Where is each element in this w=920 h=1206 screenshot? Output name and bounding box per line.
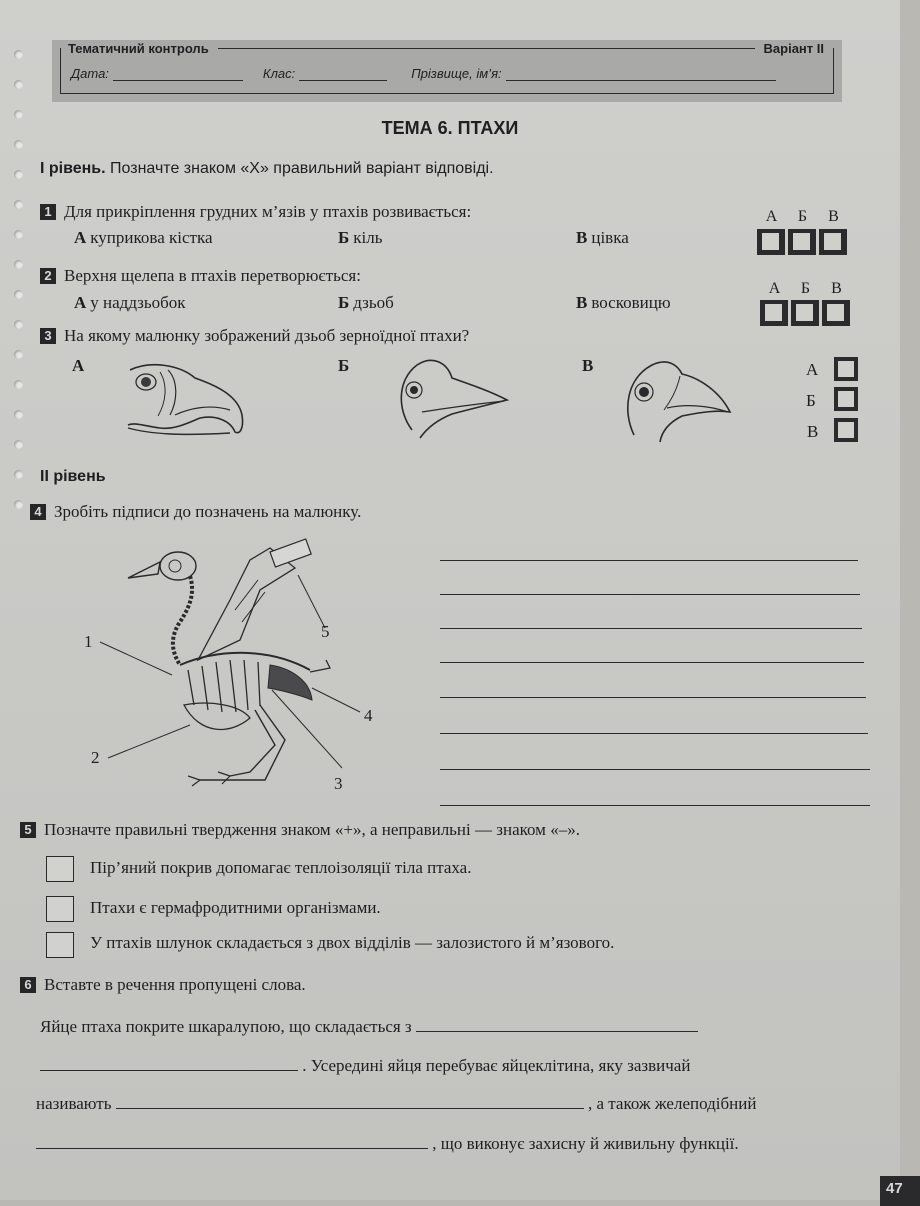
statement-2-box[interactable] <box>46 896 74 922</box>
q6-blank-1[interactable] <box>416 1015 698 1032</box>
question-2 <box>40 266 361 286</box>
callout-1: 1 <box>84 632 93 651</box>
statement-3-text: У птахів шлунок складається з двох відділів — залозистого й м’язового. <box>90 933 615 952</box>
binder-holes <box>6 0 30 1200</box>
q6-line3 <box>36 1092 756 1114</box>
q1-answer-box-b[interactable] <box>788 229 816 255</box>
question-5-number: 5 <box>20 822 36 838</box>
question-3-text: На якому малюнку зображений дзьоб зерноїдної птахи? <box>64 326 470 345</box>
question-1 <box>40 202 471 222</box>
q6-line4 <box>36 1132 739 1154</box>
q4-answer-line-2[interactable] <box>440 594 860 595</box>
q4-answer-line-8[interactable] <box>440 805 870 806</box>
level1-instruction <box>40 160 494 178</box>
question-4-text: Зробіть підписи до позначень на малюнку. <box>54 502 362 521</box>
q6-blank-4[interactable] <box>36 1132 428 1149</box>
statement-2-text: Птахи є гермафродитними організмами. <box>90 898 381 917</box>
q2-answer-grid <box>760 300 853 326</box>
q2-option-c: В восковицю <box>576 293 671 312</box>
q6-line1 <box>40 1015 698 1037</box>
question-1-number: 1 <box>40 204 56 220</box>
q4-answer-line-3[interactable] <box>440 628 862 629</box>
q1-option-a: А куприкова кістка <box>74 228 213 247</box>
variant-label: Варіант II <box>761 41 827 56</box>
q1-option-b: Б кіль <box>338 228 383 247</box>
statement-3-box[interactable] <box>46 932 74 958</box>
q3-answer-box-c[interactable] <box>834 418 858 442</box>
level1-prefix: I рівень. <box>40 160 106 177</box>
beak-drawing-a <box>120 360 250 445</box>
q1-option-c: В цівка <box>576 228 629 247</box>
q2-answer-box-c[interactable] <box>822 300 850 326</box>
class-field[interactable] <box>299 68 387 81</box>
question-3-number: 3 <box>40 328 56 344</box>
question-5 <box>20 820 580 840</box>
question-2-number: 2 <box>40 268 56 284</box>
question-3 <box>40 326 469 346</box>
statement-1-box[interactable] <box>46 856 74 882</box>
q1-answer-letters: А Б В <box>765 208 839 225</box>
q3-label-c: В <box>582 356 594 375</box>
q3-answer-box-b[interactable] <box>834 387 858 411</box>
date-label: Дата: <box>71 66 109 81</box>
q1-answer-box-c[interactable] <box>819 229 847 255</box>
q6-line3-end: , а також желеподібний <box>587 1094 757 1113</box>
level2-title: II рівень <box>40 468 106 485</box>
q6-blank-2[interactable] <box>40 1054 298 1071</box>
q2-answer-box-a[interactable] <box>760 300 788 326</box>
question-1-text: Для прикріплення грудних м’язів у птахів розвивається: <box>64 202 472 221</box>
beak-drawing-b <box>392 350 512 445</box>
name-label: Прізвище, ім’я: <box>411 66 502 81</box>
q2-option-b: Б дзьоб <box>338 293 394 312</box>
page-title: ТЕМА 6. ПТАХИ <box>381 118 519 138</box>
q6-line3-start: називають <box>36 1094 112 1113</box>
callout-5: 5 <box>321 622 330 641</box>
q4-answer-line-1[interactable] <box>440 560 858 561</box>
q6-line2 <box>40 1054 690 1076</box>
q2-option-a: А у наддзьобок <box>74 293 186 312</box>
date-field[interactable] <box>113 68 243 81</box>
question-6-text: Вставте в речення пропущені слова. <box>44 975 306 994</box>
q4-answer-line-5[interactable] <box>440 697 866 698</box>
name-field[interactable] <box>506 68 776 81</box>
q6-blank-3[interactable] <box>116 1092 584 1109</box>
page-number: 47 <box>880 1176 920 1206</box>
q6-line4-text: , що виконує захисну й живильну функції. <box>432 1134 739 1153</box>
header-frame <box>60 40 834 94</box>
q3-answer-letter-c: В <box>807 422 819 441</box>
q2-answer-letters: А Б В <box>768 280 842 297</box>
question-4 <box>30 502 361 522</box>
q4-answer-line-7[interactable] <box>440 769 870 770</box>
q3-answer-letter-a: А <box>806 360 819 379</box>
question-2-text: Верхня щелепа в птахів перетворюється: <box>64 266 361 285</box>
statement-1-text: Пір’яний покрив допомагає теплоізоляції тіла птаха. <box>90 858 472 877</box>
bird-skeleton-drawing <box>80 540 400 810</box>
class-label: Клас: <box>262 66 296 81</box>
q3-label-b: Б <box>338 356 350 375</box>
callout-3: 3 <box>334 774 343 793</box>
callout-4: 4 <box>364 706 373 725</box>
question-5-text: Позначте правильні твердження знаком «+», а неправильні — знаком «–». <box>44 820 580 839</box>
question-6 <box>20 975 306 995</box>
header-bar <box>52 40 842 102</box>
beak-drawing-c <box>622 350 737 445</box>
q6-line1-text: Яйце птаха покрите шкаралупою, що складається з <box>40 1017 412 1036</box>
q4-answer-line-4[interactable] <box>440 662 864 663</box>
question-6-number: 6 <box>20 977 36 993</box>
q4-answer-line-6[interactable] <box>440 733 868 734</box>
q3-answer-box-a[interactable] <box>834 357 858 381</box>
q2-answer-box-b[interactable] <box>791 300 819 326</box>
control-label: Тематичний контроль <box>65 41 212 56</box>
q3-label-a: А <box>72 356 85 375</box>
q6-line2-text: . Усередині яйця перебуває яйцеклітина, яку зазвичай <box>302 1056 691 1075</box>
question-4-number: 4 <box>30 504 46 520</box>
q3-answer-letter-b: Б <box>806 391 816 410</box>
level1-text: Позначте знаком «Х» правильний варіант відповіді. <box>110 160 494 177</box>
q1-answer-grid <box>757 229 850 255</box>
q1-answer-box-a[interactable] <box>757 229 785 255</box>
callout-2: 2 <box>91 748 100 767</box>
